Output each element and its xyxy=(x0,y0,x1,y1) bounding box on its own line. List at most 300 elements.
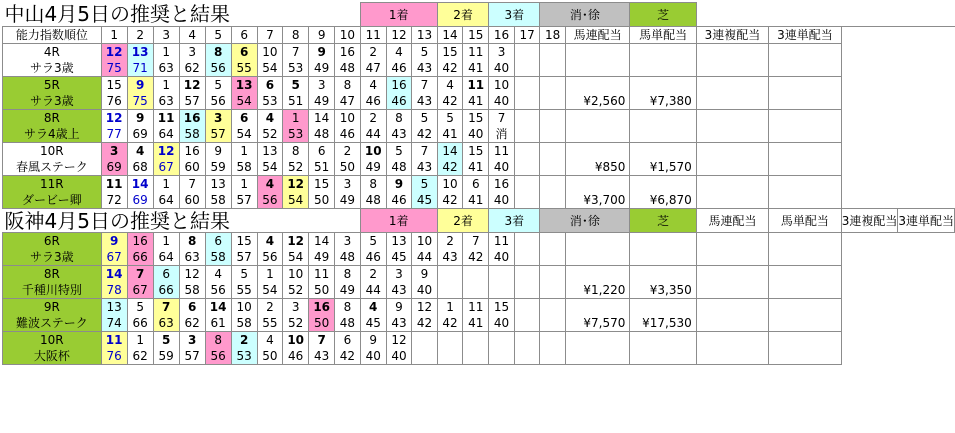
payout-value xyxy=(565,110,630,143)
race-row xyxy=(3,332,955,349)
rank-number: 17 xyxy=(514,27,540,44)
rank-number: 11 xyxy=(360,27,386,44)
horse-number: 15 xyxy=(101,77,127,94)
horse-number: 5 xyxy=(283,77,309,94)
race-name: サラ3歳 xyxy=(3,249,102,266)
horse-number: 7 xyxy=(283,44,309,61)
ability-index: 50 xyxy=(257,348,283,365)
horse-number: 7 xyxy=(309,332,335,349)
ability-index: 49 xyxy=(309,60,335,77)
horse-number: 15 xyxy=(489,299,515,316)
race-name: 千種川特別 xyxy=(3,282,102,299)
payout-value xyxy=(769,143,842,176)
empty-cell xyxy=(489,348,515,365)
horse-number: 4 xyxy=(257,233,283,250)
horse-number: 2 xyxy=(360,110,386,127)
horse-number: 15 xyxy=(309,176,335,193)
horse-number: 6 xyxy=(463,176,489,193)
empty-cell xyxy=(514,332,540,349)
horse-number: 5 xyxy=(231,266,257,283)
race-row xyxy=(3,143,955,160)
ability-index: 45 xyxy=(360,315,386,332)
rank-number: 3 xyxy=(153,27,179,44)
ability-index: 66 xyxy=(127,249,153,266)
empty-cell xyxy=(540,126,566,143)
horse-number: 6 xyxy=(309,143,335,160)
empty-cell xyxy=(514,249,540,266)
ability-index: 64 xyxy=(153,126,179,143)
legend-first: 1着 xyxy=(360,209,437,233)
ability-index: 41 xyxy=(463,93,489,110)
ability-index: 52 xyxy=(283,315,309,332)
payout-value xyxy=(565,44,630,77)
rank-number: 1 xyxy=(101,27,127,44)
empty-cell xyxy=(412,332,438,349)
ability-index: 62 xyxy=(179,60,205,77)
ability-index: 56 xyxy=(205,282,231,299)
payout-value xyxy=(769,110,842,143)
horse-number: 13 xyxy=(257,143,283,160)
empty-cell xyxy=(540,249,566,266)
horse-number: 4 xyxy=(360,77,386,94)
empty-cell xyxy=(540,233,566,250)
ability-index: 41 xyxy=(463,315,489,332)
horse-number: 6 xyxy=(335,332,361,349)
ability-index: 41 xyxy=(437,126,463,143)
ability-index: 41 xyxy=(463,60,489,77)
ability-index: 63 xyxy=(153,60,179,77)
horse-number: 8 xyxy=(335,299,361,316)
horse-number: 12 xyxy=(101,44,127,61)
empty-cell xyxy=(463,348,489,365)
section-title: 中山4月5日の推奨と結果 xyxy=(3,3,361,27)
horse-number: 8 xyxy=(205,44,231,61)
section-title-row xyxy=(3,3,955,27)
horse-number: 11 xyxy=(463,44,489,61)
empty-cell xyxy=(540,159,566,176)
empty-cell xyxy=(514,266,540,283)
ability-index: 40 xyxy=(386,348,412,365)
rank-header-row xyxy=(3,27,955,44)
horse-number: 11 xyxy=(489,143,515,160)
horse-number: 6 xyxy=(231,110,257,127)
horse-number: 5 xyxy=(412,176,438,193)
ability-index: 52 xyxy=(257,126,283,143)
payout-value xyxy=(769,77,842,110)
ability-index: 56 xyxy=(205,93,231,110)
empty-cell xyxy=(514,176,540,193)
horse-number: 8 xyxy=(360,176,386,193)
horse-number: 3 xyxy=(101,143,127,160)
empty-cell xyxy=(437,332,463,349)
empty-cell xyxy=(514,60,540,77)
ability-index: 42 xyxy=(463,249,489,266)
empty-cell xyxy=(514,299,540,316)
ability-index: 47 xyxy=(360,60,386,77)
empty-cell xyxy=(514,110,540,127)
payout-value: ¥1,220 xyxy=(565,266,630,299)
horse-number: 6 xyxy=(153,266,179,283)
horse-number: 15 xyxy=(463,110,489,127)
ability-index: 49 xyxy=(335,282,361,299)
payout-value xyxy=(630,110,696,143)
horse-number: 9 xyxy=(205,143,231,160)
rank-number: 7 xyxy=(257,27,283,44)
rank-number: 8 xyxy=(283,27,309,44)
horse-number: 8 xyxy=(335,77,361,94)
payout-header: 馬連配当 xyxy=(565,27,630,44)
horse-number: 16 xyxy=(179,110,205,127)
ability-index: 47 xyxy=(335,93,361,110)
race-number: 8R xyxy=(3,266,102,283)
ability-index: 42 xyxy=(437,159,463,176)
empty-cell xyxy=(540,44,566,61)
empty-cell xyxy=(412,348,438,365)
rank-number: 10 xyxy=(335,27,361,44)
ability-index: 40 xyxy=(463,126,489,143)
race-name: 大阪杯 xyxy=(3,348,102,365)
horse-number: 9 xyxy=(127,110,153,127)
empty-cell xyxy=(540,192,566,209)
ability-index: 48 xyxy=(335,315,361,332)
horse-number: 12 xyxy=(283,233,309,250)
payout-value: ¥7,570 xyxy=(565,299,630,332)
empty-cell xyxy=(540,143,566,160)
horse-number: 14 xyxy=(127,176,153,193)
ability-index: 42 xyxy=(437,315,463,332)
ability-index: 64 xyxy=(153,249,179,266)
payout-value xyxy=(696,176,768,209)
horse-number: 10 xyxy=(437,176,463,193)
ability-index: 48 xyxy=(309,126,335,143)
results-sheet xyxy=(2,2,955,365)
horse-number: 9 xyxy=(412,266,438,283)
ability-index: 54 xyxy=(257,159,283,176)
ability-index: 58 xyxy=(179,126,205,143)
horse-number: 3 xyxy=(335,176,361,193)
horse-number: 8 xyxy=(179,233,205,250)
horse-number: 4 xyxy=(205,266,231,283)
ability-index: 40 xyxy=(489,159,515,176)
ability-index: 40 xyxy=(360,348,386,365)
ability-index: 53 xyxy=(283,60,309,77)
empty-cell xyxy=(463,282,489,299)
horse-number: 11 xyxy=(153,110,179,127)
horse-number: 2 xyxy=(437,233,463,250)
ability-index: 43 xyxy=(412,93,438,110)
ability-index: 67 xyxy=(101,249,127,266)
ability-index: 49 xyxy=(309,93,335,110)
ability-index: 49 xyxy=(360,159,386,176)
payout-value xyxy=(696,266,768,299)
ability-index: 54 xyxy=(257,282,283,299)
horse-number: 16 xyxy=(386,77,412,94)
empty-cell xyxy=(514,282,540,299)
payout-value: ¥6,870 xyxy=(630,176,696,209)
ability-index: 54 xyxy=(283,249,309,266)
race-name: サラ4歳上 xyxy=(3,126,102,143)
horse-number: 7 xyxy=(153,299,179,316)
ability-index: 56 xyxy=(205,348,231,365)
race-name: 難波ステーク xyxy=(3,315,102,332)
horse-number: 1 xyxy=(231,143,257,160)
section-title-row xyxy=(3,209,955,233)
ability-index: 64 xyxy=(153,192,179,209)
rank-number: 5 xyxy=(205,27,231,44)
horse-number: 13 xyxy=(205,176,231,193)
horse-number: 4 xyxy=(437,77,463,94)
empty-cell xyxy=(437,348,463,365)
section-title: 阪神4月5日の推奨と結果 xyxy=(3,209,361,233)
payout-value xyxy=(769,176,842,209)
empty-cell xyxy=(514,77,540,94)
horse-number: 10 xyxy=(231,299,257,316)
horse-number: 6 xyxy=(257,77,283,94)
payout-value xyxy=(696,143,768,176)
horse-number: 2 xyxy=(231,332,257,349)
ability-index: 42 xyxy=(412,126,438,143)
legend-scratch: 消･徐 xyxy=(540,3,630,27)
empty-cell xyxy=(463,332,489,349)
horse-number: 11 xyxy=(463,299,489,316)
ability-index: 57 xyxy=(179,93,205,110)
horse-number: 16 xyxy=(179,143,205,160)
horse-number: 12 xyxy=(179,77,205,94)
horse-number: 1 xyxy=(231,176,257,193)
empty-cell xyxy=(514,192,540,209)
ability-index: 62 xyxy=(127,348,153,365)
ability-index: 46 xyxy=(283,348,309,365)
horse-number: 3 xyxy=(386,266,412,283)
ability-index: 49 xyxy=(335,192,361,209)
rank-number: 4 xyxy=(179,27,205,44)
ability-index: 50 xyxy=(335,159,361,176)
payout-value xyxy=(565,233,630,266)
horse-number: 3 xyxy=(179,332,205,349)
ability-index: 43 xyxy=(386,126,412,143)
payout-value xyxy=(630,44,696,77)
horse-number: 10 xyxy=(283,266,309,283)
horse-number: 1 xyxy=(153,176,179,193)
ability-index: 40 xyxy=(489,93,515,110)
horse-number: 9 xyxy=(386,299,412,316)
horse-number: 13 xyxy=(231,77,257,94)
horse-number: 7 xyxy=(489,110,515,127)
horse-number: 7 xyxy=(179,176,205,193)
horse-number: 9 xyxy=(386,176,412,193)
ability-index: 42 xyxy=(437,192,463,209)
horse-number: 13 xyxy=(101,299,127,316)
rank-number: 12 xyxy=(386,27,412,44)
legend-second: 2着 xyxy=(437,3,489,27)
payout-value: ¥3,700 xyxy=(565,176,630,209)
ability-index: 69 xyxy=(127,126,153,143)
payout-value xyxy=(696,233,768,266)
legend-third: 3着 xyxy=(489,3,540,27)
empty-cell xyxy=(540,110,566,127)
ability-index: 60 xyxy=(179,159,205,176)
ability-index: 57 xyxy=(231,192,257,209)
race-number: 10R xyxy=(3,332,102,349)
race-number: 4R xyxy=(3,44,102,61)
ability-index: 75 xyxy=(127,93,153,110)
horse-number: 1 xyxy=(153,77,179,94)
empty-cell xyxy=(540,348,566,365)
race-name: ダービー卿 xyxy=(3,192,102,209)
ability-index: 48 xyxy=(360,192,386,209)
ability-index: 42 xyxy=(437,60,463,77)
horse-number: 4 xyxy=(257,110,283,127)
horse-number: 5 xyxy=(386,143,412,160)
race-number: 6R xyxy=(3,233,102,250)
rank-number: 14 xyxy=(437,27,463,44)
horse-number: 1 xyxy=(283,110,309,127)
empty-cell xyxy=(514,348,540,365)
ability-index: 51 xyxy=(309,159,335,176)
ability-index: 53 xyxy=(283,126,309,143)
empty-cell xyxy=(463,266,489,283)
ability-index: 66 xyxy=(127,315,153,332)
race-row xyxy=(3,44,955,61)
ability-index: 63 xyxy=(153,93,179,110)
payout-header: 3連複配当 xyxy=(841,209,898,233)
race-name: 春風ステーク xyxy=(3,159,102,176)
horse-number: 12 xyxy=(386,332,412,349)
horse-number: 4 xyxy=(386,44,412,61)
ability-index: 43 xyxy=(386,282,412,299)
horse-number: 9 xyxy=(309,44,335,61)
horse-number: 4 xyxy=(257,332,283,349)
empty-cell xyxy=(540,266,566,283)
legend-turf: 芝 xyxy=(630,3,696,27)
legend-turf: 芝 xyxy=(630,209,696,233)
ability-index: 50 xyxy=(309,282,335,299)
ability-index: 49 xyxy=(309,249,335,266)
empty-cell xyxy=(540,176,566,193)
payout-value xyxy=(769,299,842,332)
rank-number: 16 xyxy=(489,27,515,44)
ability-index: 43 xyxy=(412,60,438,77)
ability-index: 41 xyxy=(463,159,489,176)
horse-number: 5 xyxy=(412,44,438,61)
race-row xyxy=(3,77,955,94)
legend-third: 3着 xyxy=(489,209,540,233)
horse-number: 14 xyxy=(309,110,335,127)
rank-label: 能力指数順位 xyxy=(3,27,102,44)
horse-number: 2 xyxy=(360,44,386,61)
ability-index: 54 xyxy=(231,126,257,143)
horse-number: 1 xyxy=(257,266,283,283)
ability-index: 58 xyxy=(205,192,231,209)
ability-index: 54 xyxy=(231,93,257,110)
ability-index: 58 xyxy=(179,282,205,299)
payout-header: 馬単配当 xyxy=(769,209,842,233)
payout-header: 3連複配当 xyxy=(696,27,768,44)
horse-number: 3 xyxy=(335,233,361,250)
race-number: 11R xyxy=(3,176,102,193)
legend-first: 1着 xyxy=(360,3,437,27)
horse-number: 2 xyxy=(335,143,361,160)
results-table xyxy=(2,2,955,365)
payout-header: 馬単配当 xyxy=(630,27,696,44)
rank-number: 2 xyxy=(127,27,153,44)
ability-index: 55 xyxy=(231,282,257,299)
payout-value xyxy=(565,332,630,365)
payout-value xyxy=(769,266,842,299)
empty-cell xyxy=(514,315,540,332)
empty-cell xyxy=(540,315,566,332)
payout-value: ¥850 xyxy=(565,143,630,176)
ability-index: 54 xyxy=(283,192,309,209)
ability-index: 67 xyxy=(153,159,179,176)
race-name: サラ3歳 xyxy=(3,60,102,77)
horse-number: 1 xyxy=(153,44,179,61)
race-row xyxy=(3,176,955,193)
horse-number: 7 xyxy=(412,143,438,160)
ability-index: 55 xyxy=(231,60,257,77)
horse-number: 5 xyxy=(153,332,179,349)
ability-index: 46 xyxy=(360,249,386,266)
ability-index: 43 xyxy=(412,159,438,176)
ability-index: 57 xyxy=(205,126,231,143)
horse-number: 10 xyxy=(412,233,438,250)
ability-index: 59 xyxy=(205,159,231,176)
payout-value xyxy=(696,77,768,110)
ability-index: 46 xyxy=(360,93,386,110)
ability-index: 74 xyxy=(101,315,127,332)
ability-index: 59 xyxy=(153,348,179,365)
ability-index: 40 xyxy=(489,315,515,332)
horse-number: 5 xyxy=(360,233,386,250)
ability-index: 43 xyxy=(309,348,335,365)
ability-index: 40 xyxy=(412,282,438,299)
payout-value xyxy=(769,332,842,365)
horse-number: 15 xyxy=(463,143,489,160)
race-name: サラ3歳 xyxy=(3,93,102,110)
ability-index: 72 xyxy=(101,192,127,209)
horse-number: 8 xyxy=(283,143,309,160)
rank-number: 18 xyxy=(540,27,566,44)
race-number: 10R xyxy=(3,143,102,160)
empty-cell xyxy=(489,266,515,283)
payout-value xyxy=(630,332,696,365)
ability-index: 77 xyxy=(101,126,127,143)
horse-number: 4 xyxy=(360,299,386,316)
empty-cell xyxy=(489,332,515,349)
horse-number: 3 xyxy=(283,299,309,316)
payout-value: ¥3,350 xyxy=(630,266,696,299)
horse-number: 8 xyxy=(335,266,361,283)
payout-value xyxy=(696,110,768,143)
ability-index: 58 xyxy=(231,315,257,332)
empty-cell xyxy=(437,282,463,299)
ability-index: 76 xyxy=(101,93,127,110)
horse-number: 7 xyxy=(412,77,438,94)
ability-index: 45 xyxy=(386,249,412,266)
ability-index: 53 xyxy=(257,93,283,110)
horse-number: 8 xyxy=(386,110,412,127)
empty-cell xyxy=(514,159,540,176)
ability-index: 42 xyxy=(335,348,361,365)
payout-header: 3連単配当 xyxy=(769,27,842,44)
race-row xyxy=(3,266,955,283)
empty-cell xyxy=(540,299,566,316)
ability-index: 67 xyxy=(127,282,153,299)
horse-number: 14 xyxy=(101,266,127,283)
ability-index: 68 xyxy=(127,159,153,176)
ability-index: 40 xyxy=(489,60,515,77)
ability-index: 78 xyxy=(101,282,127,299)
